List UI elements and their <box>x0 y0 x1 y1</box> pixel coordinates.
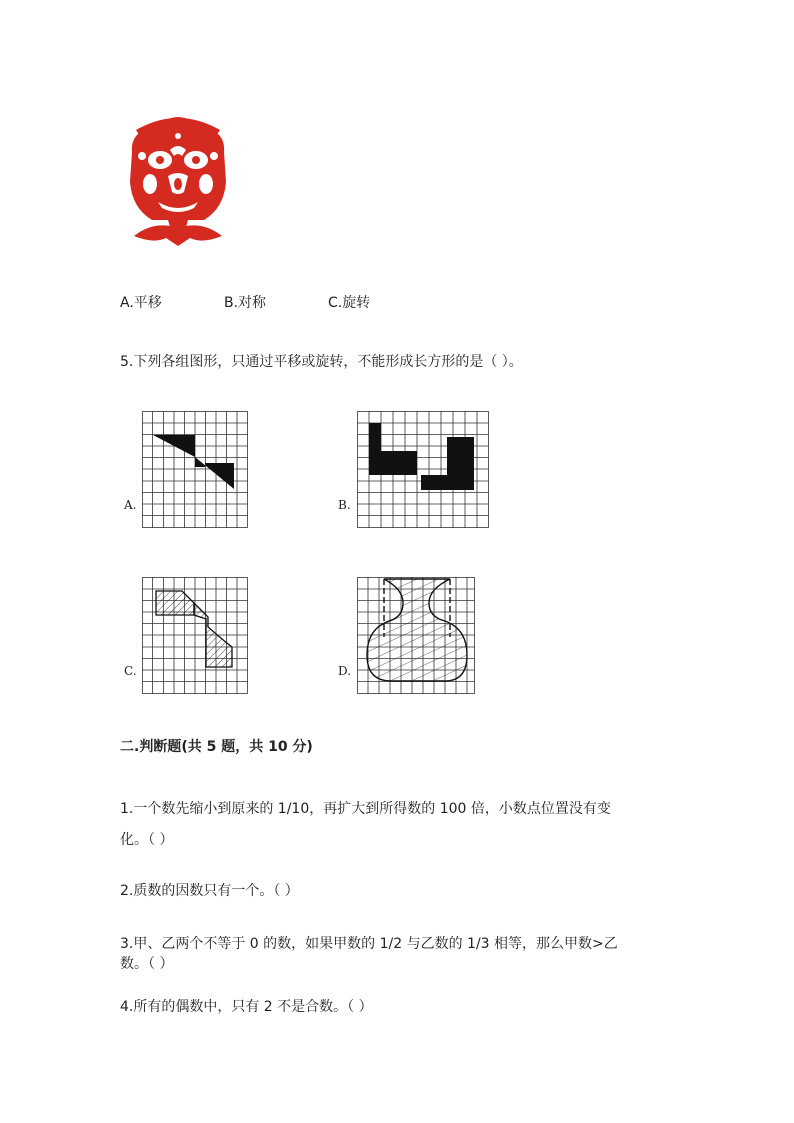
figure-d-grid <box>357 577 475 694</box>
option-c-rotation: C.旋转 <box>328 295 371 311</box>
figure-a-label: A. <box>124 498 137 512</box>
figure-c-label: C. <box>124 664 137 678</box>
section-2-heading: 二.判断题(共 5 题，共 10 分) <box>120 739 313 755</box>
option-b-symmetry: B.对称 <box>224 295 267 311</box>
judge-question-4: 4.所有的偶数中，只有 2 不是合数。（ ） <box>120 999 373 1015</box>
papercut-monkey-face-image <box>118 112 238 250</box>
judge-question-1-line-2: 化。（ ） <box>120 832 174 848</box>
question-5-text: 5.下列各组图形，只通过平移或旋转，不能形成长方形的是（ ）。 <box>120 354 523 370</box>
judge-question-3-line-2: 数。（ ） <box>120 956 174 972</box>
judge-question-1-line-1: 1.一个数先缩小到原来的 1/10，再扩大到所得数的 100 倍，小数点位置没有变 <box>120 801 611 817</box>
figure-b-label: B. <box>338 498 351 512</box>
figure-b-grid <box>357 411 489 528</box>
figure-a-grid <box>142 411 248 528</box>
figure-c-grid <box>142 577 248 694</box>
judge-question-2: 2.质数的因数只有一个。（ ） <box>120 883 299 899</box>
figure-d-label: D. <box>338 664 352 678</box>
judge-question-3-line-1: 3.甲、乙两个不等于 0 的数，如果甲数的 1/2 与乙数的 1/3 相等，那么甲数>乙 <box>120 936 618 952</box>
option-a-translation: A.平移 <box>120 295 162 311</box>
